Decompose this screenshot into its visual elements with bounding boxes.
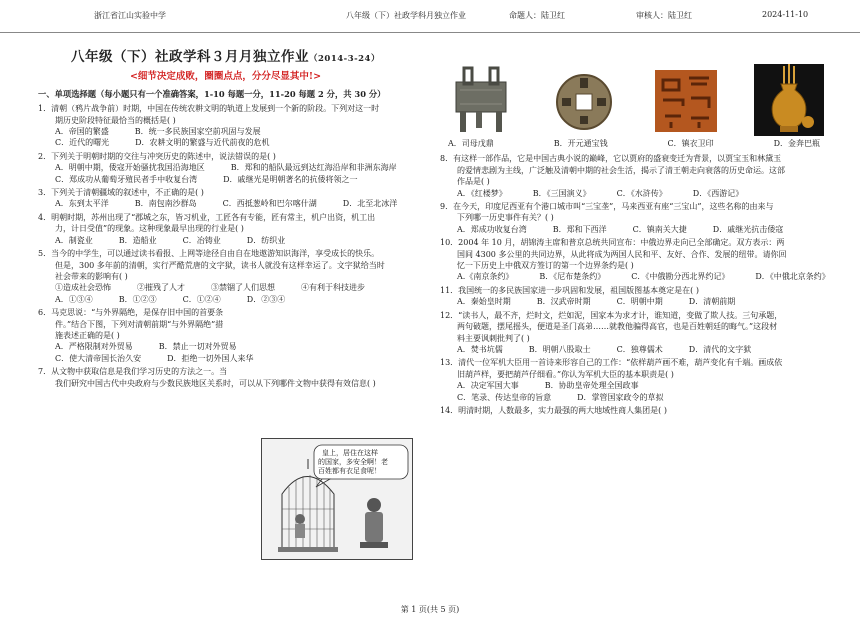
header-date: 2024-11-10 bbox=[762, 10, 809, 19]
option-row bbox=[38, 235, 413, 246]
question-stem: 但是，300 多年前的清朝，实行严酷荒唐的文字狱，读书人就没有这样幸运了。文字狱给当时 bbox=[55, 260, 385, 270]
question bbox=[38, 248, 413, 305]
cartoon-line: 百姓都有衣足食呢！ bbox=[318, 467, 381, 475]
answer-option: A．郑成功收复台湾 bbox=[457, 224, 527, 234]
answer-option: C．使大清帝国长治久安 bbox=[55, 353, 142, 363]
artifact-option: A．司母戊鼎 bbox=[448, 139, 494, 148]
question-stem: 9．在今天，印度尼西亚有个港口城市叫“三宝垄”，马来西亚有座“三宝山”，这些名称的由来与 bbox=[440, 202, 774, 212]
answer-option: B．造船业 bbox=[118, 235, 157, 245]
option-row bbox=[38, 341, 265, 352]
left-question-list bbox=[38, 103, 413, 389]
question-stem: 期历史阶段特征最恰当的概括是( ) bbox=[55, 115, 176, 125]
option-row bbox=[440, 344, 830, 355]
answer-option: B．统一多民族国家空前巩固与发展 bbox=[134, 127, 261, 137]
option-row bbox=[38, 282, 413, 293]
question-stem: 我们研究中国古代中央政府与少数民族地区关系时，可以从下列哪件文物中获得有效信息( ) bbox=[55, 378, 376, 388]
answer-option: C．①②④ bbox=[182, 294, 221, 304]
answer-option: D．戚继光抗击倭寇 bbox=[712, 224, 784, 234]
question-stem: 10．2004 年 10 月，胡锦涛主席和普京总统共同宣布：中俄边界走向已全部确定。双方表示：两 bbox=[440, 238, 785, 248]
header-reviewer: 审核人：陆卫红 bbox=[636, 11, 692, 20]
right-question-list bbox=[440, 153, 830, 416]
question bbox=[38, 307, 413, 364]
question bbox=[38, 212, 413, 246]
title-date: （2014-3-24） bbox=[309, 54, 380, 64]
coin-image bbox=[549, 64, 619, 136]
option-row bbox=[440, 271, 830, 282]
exam-title bbox=[38, 49, 413, 65]
question-stem: 8．有这样一部作品，它是中国古典小说的巅峰，它以贾府的盛衰变迁为背景，以贾宝玉和林黛玉 bbox=[440, 154, 782, 164]
answer-option: A．①③④ bbox=[55, 294, 93, 304]
question-stem: 的爱情悲剧为主线，广泛触及清朝中期的社会生活，揭示了清王朝走向衰落的历史命运。这部 bbox=[457, 165, 785, 175]
answer-option: D．拒绝一切外国人来华 bbox=[167, 353, 254, 363]
question bbox=[440, 285, 830, 308]
answer-option: B．协助皇帝处理全国政事 bbox=[544, 381, 639, 391]
question-stem: 忆一下历史上中俄双方签订的第一个边界条约是( ) bbox=[457, 261, 634, 271]
option-row bbox=[38, 174, 413, 185]
option-row bbox=[38, 126, 413, 137]
question-stem: 14．明清时期，人数最多，实力最强的两大地域性商人集团是( ) bbox=[440, 405, 667, 415]
answer-option: A．焚书坑儒 bbox=[457, 344, 503, 354]
question-stem: 社会带来的影响有( ) bbox=[55, 271, 128, 281]
option-row bbox=[38, 294, 413, 305]
answer-option: C．近代的曙光 bbox=[55, 138, 110, 148]
answer-option: B．郑和下西洋 bbox=[552, 224, 607, 234]
option-row bbox=[38, 198, 413, 209]
option-row bbox=[38, 162, 413, 173]
answer-option: C．冶铸业 bbox=[182, 235, 221, 245]
answer-option: D．《西游记》 bbox=[692, 188, 744, 198]
title-text: 八年级（下）社政学科３月月独立作业 bbox=[71, 49, 310, 65]
answer-option: A．《红楼梦》 bbox=[457, 188, 507, 198]
artifact-options bbox=[440, 138, 830, 149]
question-stem: 11．我国统一的多民族国家进一步巩固和发展，祖国版图基本奠定是在( ) bbox=[440, 285, 699, 295]
question-stem: 下列哪一历史事件有关？( ) bbox=[457, 213, 554, 223]
option-row bbox=[38, 137, 413, 148]
answer-option: D．农耕文明的繁盛与近代前夜的危机 bbox=[135, 138, 270, 148]
question bbox=[38, 366, 413, 389]
ding-vessel-image bbox=[446, 64, 516, 136]
cartoon-line: 皇上，居住在这样 bbox=[322, 449, 378, 457]
answer-option: C．镇南关大捷 bbox=[632, 224, 687, 234]
header-school: 浙江省江山实验中学 bbox=[94, 11, 166, 20]
answer-option: D．清代的文字狱 bbox=[688, 344, 752, 354]
question bbox=[38, 103, 413, 149]
question-stem: 两句破题，摆尾摇头，便道是圣门高弟……就教他骗得高官，也是百姓朝廷的晦气。”这段材 bbox=[457, 322, 778, 332]
question bbox=[440, 310, 830, 356]
question-stem: 12．“读书人，最不齐，烂时文，烂如泥，国家本为求才计，谁知道，变做了欺人技。三句承题， bbox=[440, 310, 783, 320]
answer-option: ①造成社会恐怖 bbox=[55, 283, 111, 293]
answer-option: D．纺织业 bbox=[246, 235, 286, 245]
question-stem: 作品是( ) bbox=[457, 177, 490, 187]
question-stem: 力，计日受值”的现象。这种现象最早出现的行业是( ) bbox=[55, 224, 244, 234]
artifact-option: D．金奔巴瓶 bbox=[773, 139, 820, 148]
answer-option: A．制瓷业 bbox=[55, 235, 93, 245]
answer-option: D．戚继光是明朝著名的抗倭将领之一 bbox=[223, 174, 358, 184]
answer-option: B．禁止一切对外贸易 bbox=[158, 342, 237, 352]
answer-option: D．掌管国家政令的草拟 bbox=[577, 392, 664, 402]
answer-option: B．《尼布楚条约》 bbox=[539, 272, 606, 282]
question bbox=[38, 151, 413, 185]
header-assignment: 八年级（下）社政学科月独立作业 bbox=[346, 11, 466, 20]
question bbox=[440, 201, 830, 235]
answer-option: C．笔录、传达皇帝的旨意 bbox=[457, 392, 552, 402]
question-stem: 4．明朝时期，苏州出现了“郡城之东，皆习机业，工匠各有专能，匠有常主，机户出资，机工出 bbox=[38, 212, 376, 222]
answer-option: ③禁锢了人们思想 bbox=[211, 283, 275, 293]
question-stem: 1．清朝（鸦片战争前）时期，中国在传统农耕文明的轨道上发展到一个新的阶段。下列对这一时 bbox=[38, 104, 380, 114]
cartoon-illustration bbox=[261, 438, 413, 560]
answer-option: A．东到太平洋 bbox=[55, 199, 109, 209]
question-stem: 7．从文物中获取信息是我们学习历史的方法之一。当 bbox=[38, 367, 228, 377]
question-stem: 施表述正确的是( ) bbox=[55, 330, 120, 340]
artifact-images bbox=[440, 56, 830, 136]
question-stem: 国间 4300 多公里的共同边界，从此将成为两国人民和平、友好、合作、发展的纽带。请你回 bbox=[457, 249, 787, 259]
answer-option: D．清朝前期 bbox=[688, 297, 736, 307]
cartoon-line: 的国家，多安全啊！老 bbox=[318, 458, 388, 466]
golden-vase-image bbox=[754, 64, 824, 136]
question bbox=[440, 405, 830, 416]
birdcage-cartoon bbox=[262, 439, 412, 559]
answer-option: D．②③④ bbox=[246, 294, 286, 304]
answer-option: A．秦始皇时期 bbox=[457, 297, 511, 307]
seal-image bbox=[651, 64, 721, 136]
question bbox=[440, 153, 830, 199]
option-row bbox=[38, 353, 265, 364]
page-footer: 第 1 页(共 5 页) bbox=[400, 605, 460, 614]
option-row bbox=[440, 188, 830, 199]
answer-option: B．南包南沙群岛 bbox=[134, 199, 197, 209]
answer-option: A.《南京条约》 bbox=[457, 272, 514, 282]
answer-option: C．郑成功从葡萄牙殖民者手中收复台湾 bbox=[55, 174, 198, 184]
question bbox=[38, 187, 413, 210]
option-row bbox=[440, 296, 830, 307]
answer-option: A．严格限制对外贸易 bbox=[55, 342, 133, 352]
motto: <细节决定成败，圈圈点点，分分尽显其中!> bbox=[129, 71, 322, 83]
section-heading: 一、单项选择题（每小题只有一个准确答案，1-10 每题一分，11-20 每题 2 分，共 30 分） bbox=[38, 88, 386, 99]
answer-option: B．郑和的船队最远到达红海沿岸和非洲东海岸 bbox=[230, 163, 397, 173]
answer-option: B．汉武帝时期 bbox=[536, 297, 591, 307]
answer-option: C．《中俄勘分西北界约记》 bbox=[631, 272, 730, 282]
answer-option: C．《水浒传》 bbox=[616, 188, 667, 198]
answer-option: ②摧残了人才 bbox=[137, 283, 185, 293]
answer-option: C．明朝中期 bbox=[616, 297, 663, 307]
page-header bbox=[0, 10, 860, 33]
question-stem: 5．当今的中学生，可以通过读书看报、上网等途径自由自在地遨游知识海洋，享受成长的快乐。 bbox=[38, 249, 380, 259]
header-author: 命题人：陆卫红 bbox=[509, 11, 565, 20]
answer-option: B．《三国演义》 bbox=[532, 188, 591, 198]
answer-option: ④有利于科技进步 bbox=[301, 283, 365, 293]
question bbox=[440, 357, 830, 403]
artifact-option: C．镇衣卫印 bbox=[667, 139, 714, 148]
question-stem: 料主要讽刺批判了( ) bbox=[457, 333, 530, 343]
answer-option: D．《中俄北京条约》 bbox=[755, 272, 830, 282]
option-row bbox=[440, 224, 830, 235]
answer-option: A．帝国的繁盛 bbox=[55, 127, 109, 137]
question-stem: 6．马克思说：“与外界隔绝，是保存旧中国的首要条 bbox=[38, 308, 224, 318]
question-stem: 13．清代一位军机大臣用一首诗来形容自己的工作：“依样葫芦画不难，葫芦变化有千端。画成依 bbox=[440, 358, 783, 368]
question-stem: 旧葫芦样，要把葫芦仔细看。”你认为军机大臣的基本职责是( ) bbox=[457, 369, 674, 379]
answer-option: C．西抵葱岭和巴尔喀什湖 bbox=[222, 199, 317, 209]
option-row bbox=[440, 380, 830, 391]
answer-option: B．①②③ bbox=[118, 294, 157, 304]
right-column bbox=[440, 56, 830, 418]
artifact-option: B．开元通宝钱 bbox=[553, 139, 608, 148]
question-stem: 2．下列关于明朝时期的交往与冲突历史的陈述中，说法错误的是( ) bbox=[38, 151, 276, 161]
answer-option: A．明朝中期，倭寇开始骚扰我国沿海地区 bbox=[55, 163, 205, 173]
question-stem: 3．下列关于清朝疆域的叙述中，不正确的是( ) bbox=[38, 188, 204, 198]
answer-option: C．独尊儒术 bbox=[616, 344, 663, 354]
answer-option: B．明朝八股取士 bbox=[528, 344, 591, 354]
answer-option: A．决定军国大事 bbox=[457, 381, 519, 391]
question-stem: 件。”结合下图，下列对清朝前期“与外界隔绝”措 bbox=[55, 319, 224, 329]
question bbox=[440, 237, 830, 283]
left-column bbox=[38, 49, 413, 475]
answer-option: D．北至北冰洋 bbox=[342, 199, 398, 209]
option-row bbox=[440, 392, 830, 403]
